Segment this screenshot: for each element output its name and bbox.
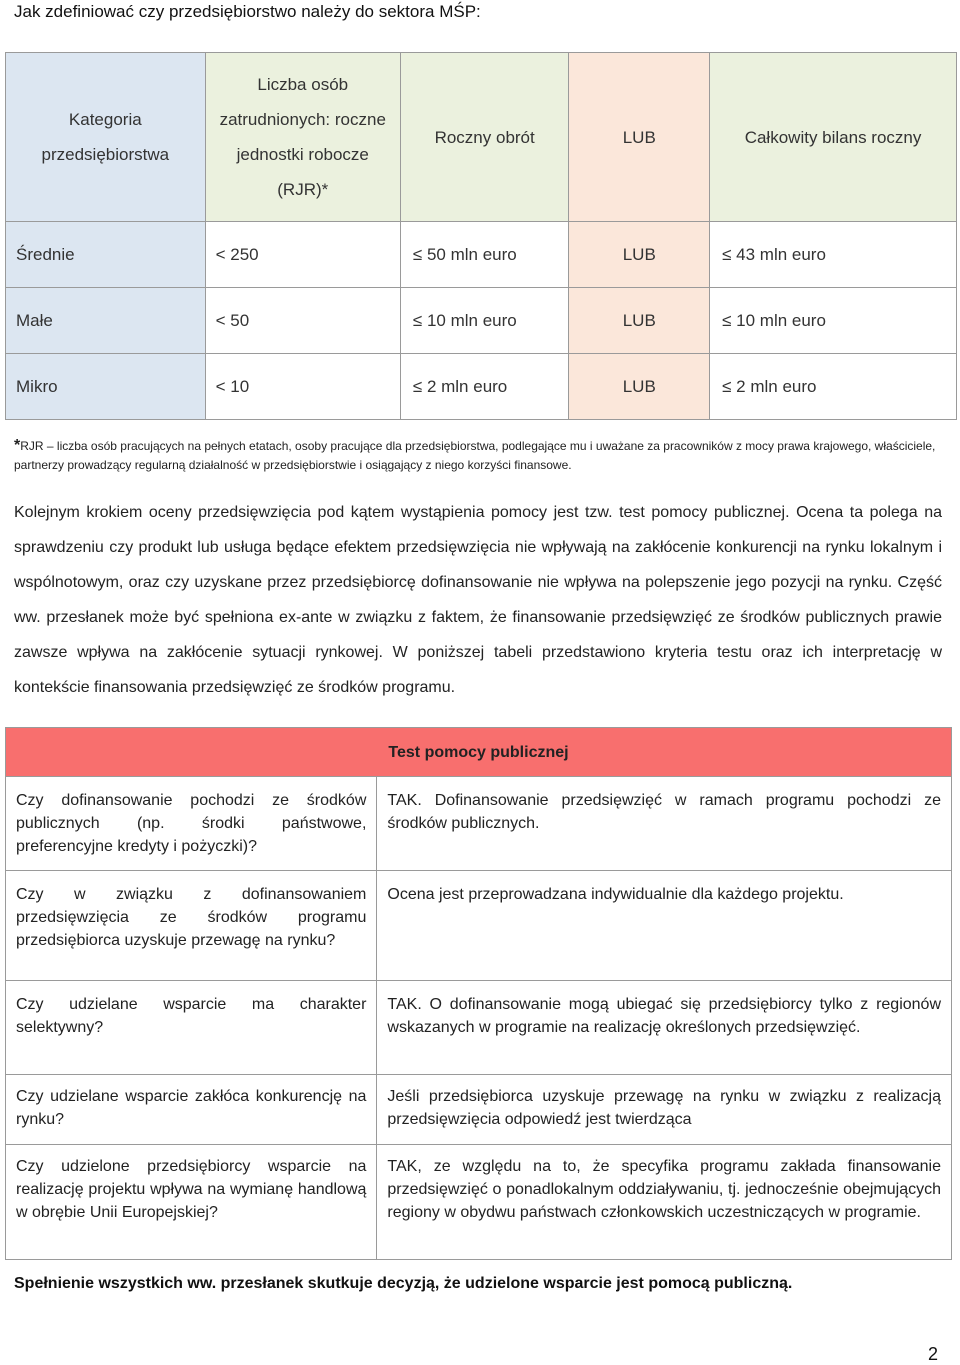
answer-cell: Ocena jest przeprowadzana indywidualnie dla każdego projektu. <box>377 871 952 981</box>
cell-employees: < 50 <box>205 288 400 354</box>
page-number: 2 <box>928 1344 939 1364</box>
table-row <box>6 288 957 354</box>
question-cell: Czy udzielone przedsiębiorcy wsparcie na realizację projektu wpływa na wymianę handlową w obrębie Unii Europejskiej? <box>6 1145 377 1260</box>
table-row <box>6 777 952 871</box>
table-row <box>6 354 957 420</box>
cell-or: LUB <box>569 222 710 288</box>
footnote <box>14 436 944 475</box>
cell-or: LUB <box>569 288 710 354</box>
cell-or: LUB <box>569 354 710 420</box>
question-cell: Czy w związku z dofinansowaniem przedsięwzięcia ze środków programu przedsiębiorca uzyskuje przewagę na rynku? <box>6 871 377 981</box>
cell-turnover: ≤ 10 mln euro <box>400 288 569 354</box>
table-row <box>6 222 957 288</box>
public-aid-test-table <box>5 727 952 1260</box>
aid-table-header-row <box>6 728 952 777</box>
answer-cell: TAK. O dofinansowanie mogą ubiegać się przedsiębiorcy tylko z regionów wskazanych w programie na realizację określonych przedsięwzięć. <box>377 981 952 1075</box>
table-row <box>6 1075 952 1145</box>
table-row <box>6 981 952 1075</box>
table-header-row <box>6 53 957 222</box>
footnote-text: RJR – liczba osób pracujących na pełnych etatach, osoby pracujące dla przedsiębiorstwa, podlegające mu i uważane za pracowników z mocy prawa krajowego, właściciele, partnerzy prowadzący regularną działalność w przedsiębiorstwie i osiągający z niego korzyści finansowe. <box>14 439 936 472</box>
conclusion: Spełnienie wszystkich ww. przesłanek skutkuje decyzją, że udzielone wsparcie jest pomocą publiczną. <box>14 1275 793 1292</box>
aid-table-title: Test pomocy publicznej <box>6 728 952 777</box>
answer-cell: TAK. Dofinansowanie przedsięwzięć w ramach programu pochodzi ze środków publicznych. <box>377 777 952 871</box>
question-cell: Czy udzielane wsparcie zakłóca konkurencję na rynku? <box>6 1075 377 1145</box>
cell-balance: ≤ 2 mln euro <box>710 354 957 420</box>
answer-cell: Jeśli przedsiębiorca uzyskuje przewagę na rynku w związku z realizacją przedsięwzięcia odpowiedź jest twierdząca <box>377 1075 952 1145</box>
footnote-marker: * <box>14 437 21 454</box>
cell-balance: ≤ 43 mln euro <box>710 222 957 288</box>
table-row <box>6 871 952 981</box>
answer-cell: TAK, ze względu na to, że specyfika programu zakłada finansowanie przedsięwzięć o ponadlokalnym oddziaływaniu, tj. jednocześnie obejmujących regiony w obydwu państwach członkowskich uczestniczących w programie. <box>377 1145 952 1260</box>
cell-category: Mikro <box>6 354 206 420</box>
sme-category-table <box>5 52 957 420</box>
header-employees: Liczba osób zatrudnionych: roczne jednostki robocze (RJR)* <box>205 53 400 222</box>
page-heading: Jak zdefiniować czy przedsiębiorstwo należy do sektora MŚP: <box>14 2 481 21</box>
cell-category: Małe <box>6 288 206 354</box>
header-or: LUB <box>569 53 710 222</box>
header-balance: Całkowity bilans roczny <box>710 53 957 222</box>
question-cell: Czy udzielane wsparcie ma charakter selektywny? <box>6 981 377 1075</box>
table-row <box>6 1145 952 1260</box>
cell-employees: < 250 <box>205 222 400 288</box>
cell-category: Średnie <box>6 222 206 288</box>
header-turnover: Roczny obrót <box>400 53 569 222</box>
cell-employees: < 10 <box>205 354 400 420</box>
question-cell: Czy dofinansowanie pochodzi ze środków publicznych (np. środki państwowe, preferencyjne kredyty i pożyczki)? <box>6 777 377 871</box>
cell-turnover: ≤ 2 mln euro <box>400 354 569 420</box>
cell-balance: ≤ 10 mln euro <box>710 288 957 354</box>
body-paragraph: Kolejnym krokiem oceny przedsięwzięcia pod kątem wystąpienia pomocy jest tzw. test pomocy publicznej. Ocena ta polega na sprawdzeniu czy produkt lub usługa będące efektem przedsięwzięcia nie wpływają na zakłócenie konkurencji na rynku lokalnym i wspólnotowym, oraz czy uzyskane przez przedsiębiorcę dofinansowanie nie wpływa na polepszenie jego pozycji na rynku. Część ww. przesłanek może być spełniona ex-ante w związku z faktem, że finansowanie przedsięwzięć ze środków publicznych prawie zawsze wpływa na zakłócenie sytuacji rynkowej. W poniższej tabeli przedstawiono kryteria testu oraz ich interpretację w kontekście finansowania przedsięwzięć ze środków programu. <box>14 504 942 696</box>
cell-turnover: ≤ 50 mln euro <box>400 222 569 288</box>
header-category: Kategoria przedsiębiorstwa <box>6 53 206 222</box>
